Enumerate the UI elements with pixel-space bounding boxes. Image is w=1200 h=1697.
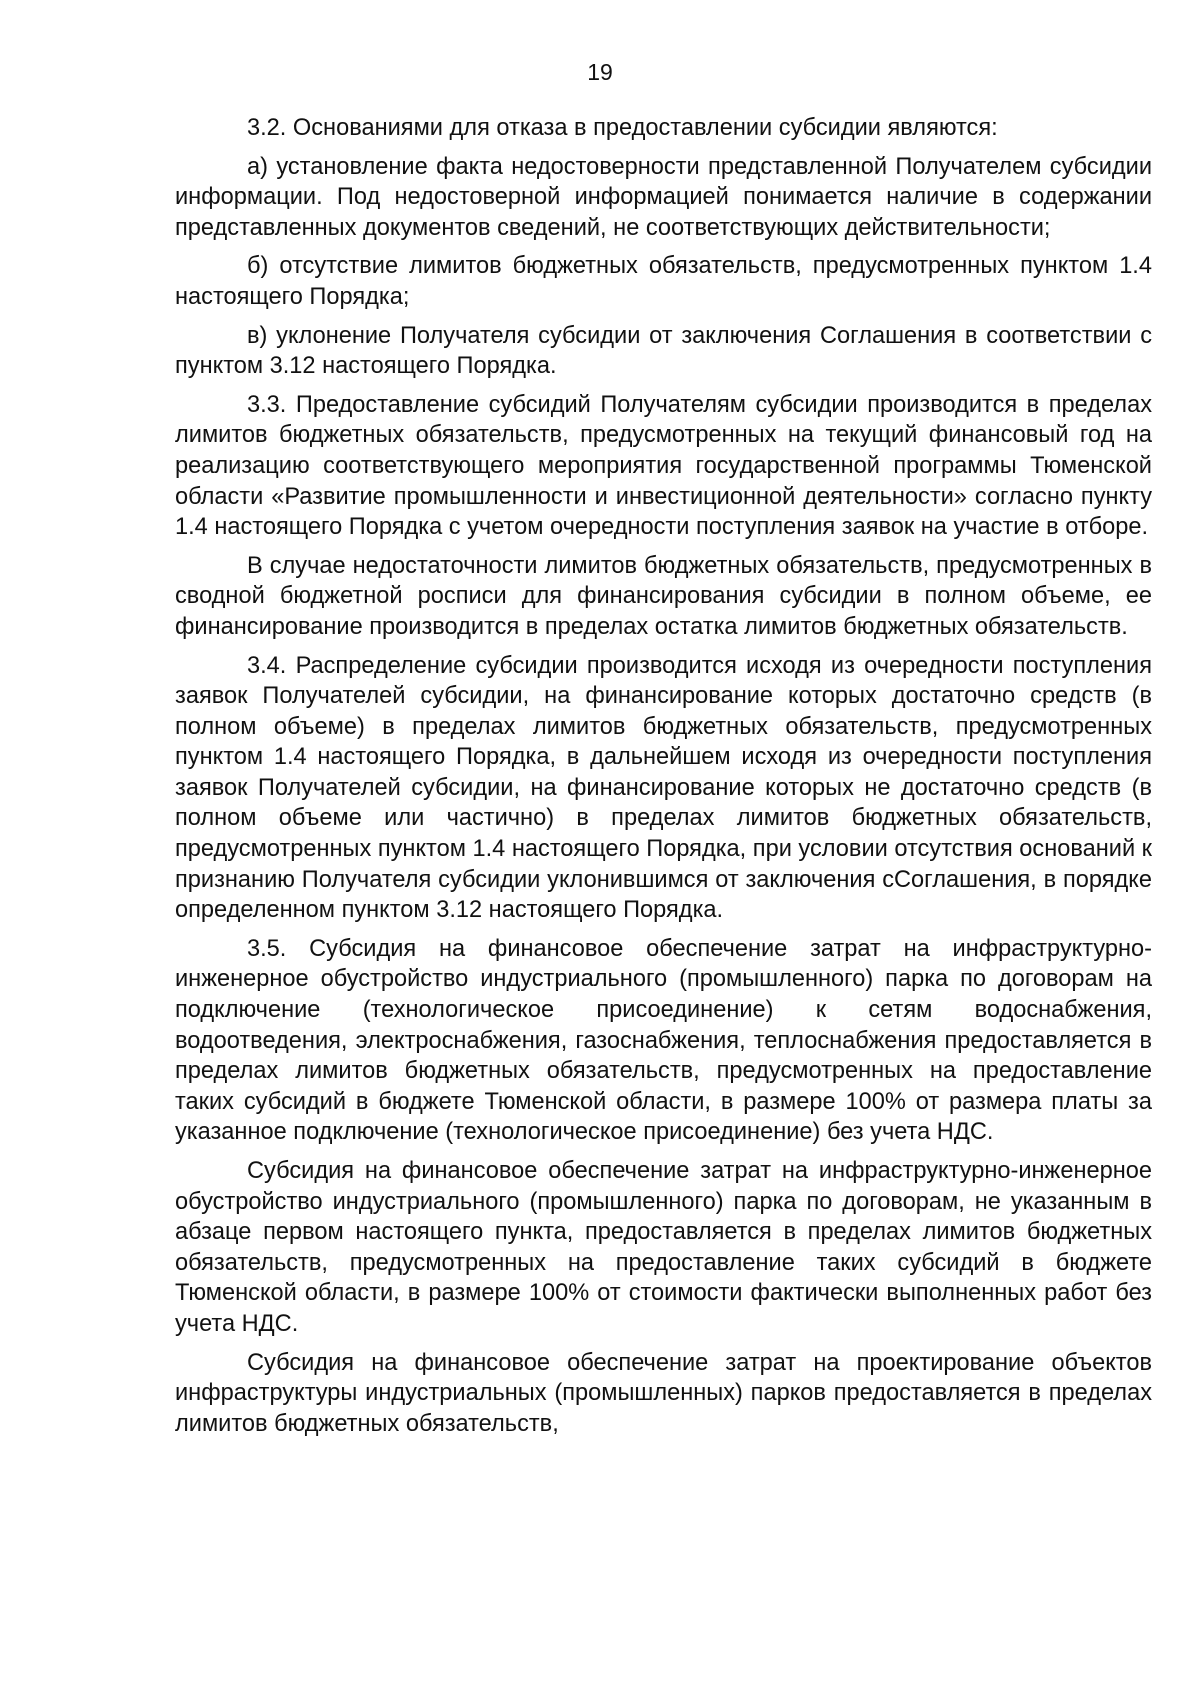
paragraph-3-5-third: Субсидия на финансовое обеспечение затрат на проектирование объектов инфраструктуры индустриальных (промышленных) парков предоставляется в пределах лимитов бюджетных обязательств,	[175, 1349, 1152, 1437]
paragraph-3-3: 3.3. Предоставление субсидий Получателям субсидии производится в пределах лимитов бюджетных обязательств, предусмотренных на текущий финансовый год на реализацию соответствующего мероприятия государственной программы Тюменской области «Развитие промышленности и инвестиционной деятельности» согласно пункту 1.4 настоящего Порядка с учетом очередности поступления заявок на участие в отборе.	[175, 391, 1152, 541]
paragraph-3-2-v: в) уклонение Получателя субсидии от заключения Соглашения в соответствии с пунктом 3.12 настоящего Порядка.	[175, 322, 1152, 380]
paragraph-3-2: 3.2. Основаниями для отказа в предоставлении субсидии являются:	[247, 115, 998, 141]
paragraph-3-4: 3.4. Распределение субсидии производится исходя из очередности поступления заявок Получателей субсидии, на финансирование которых достаточно средств (в полном объеме) в пределах лимитов бюджетных обязательств, предусмотренных пунктом 1.4 настоящего Порядка, в дальнейшем исходя из очередности поступления заявок Получателей субсидии, на финансирование которых не достаточно средств (в полном объеме или частично) в пределах лимитов бюджетных обязательств, предусмотренных пунктом 1.4 настоящего Порядка, при условии отсутствия оснований к признанию Получателя субсидии уклонившимся от заключения сСоглашения, в порядке определенном пунктом 3.12 настоящего Порядка.	[175, 652, 1153, 924]
paragraph-3-2-a: а) установление факта недостоверности представленной Получателем субсидии информации. Под недостоверной информацией понимается наличие в содержании представленных документов сведений, не соответствующих действительности;	[175, 153, 1152, 241]
paragraph-3-5-second: Субсидия на финансовое обеспечение затрат на инфраструктурно-инженерное обустройство индустриального (промышленного) парка по договорам, не указанным в абзаце первом настоящего пункта, предоставляется в пределах лимитов бюджетных обязательств, предусмотренных на предоставление таких субсидий в бюджете Тюменской области, в размере 100% от стоимости фактически выполненных работ без учета НДС.	[175, 1158, 1152, 1337]
paragraph-3-5: 3.5. Субсидия на финансовое обеспечение затрат на инфраструктурно-инженерное обустройство индустриального (промышленного) парка по договорам на подключение (технологическое присоединение) к сетям водоснабжения, водоотведения, электроснабжения, газоснабжения, теплоснабжения предоставляется в пределах лимитов бюджетных обязательств, предусмотренных на предоставление таких субсидий в бюджете Тюменской области, в размере 100% от размера платы за указанное подключение (технологическое присоединение) без учета НДС.	[175, 935, 1152, 1146]
paragraph-3-3-continued: В случае недостаточности лимитов бюджетных обязательств, предусмотренных в сводной бюджетной росписи для финансирования субсидии в полном объеме, ее финансирование производится в пределах остатка лимитов бюджетных обязательств.	[175, 552, 1152, 640]
document-body	[175, 113, 1152, 1447]
page-number: 19	[587, 59, 613, 85]
paragraph-3-2-b: б) отсутствие лимитов бюджетных обязательств, предусмотренных пунктом 1.4 настоящего Порядка;	[175, 253, 1152, 310]
